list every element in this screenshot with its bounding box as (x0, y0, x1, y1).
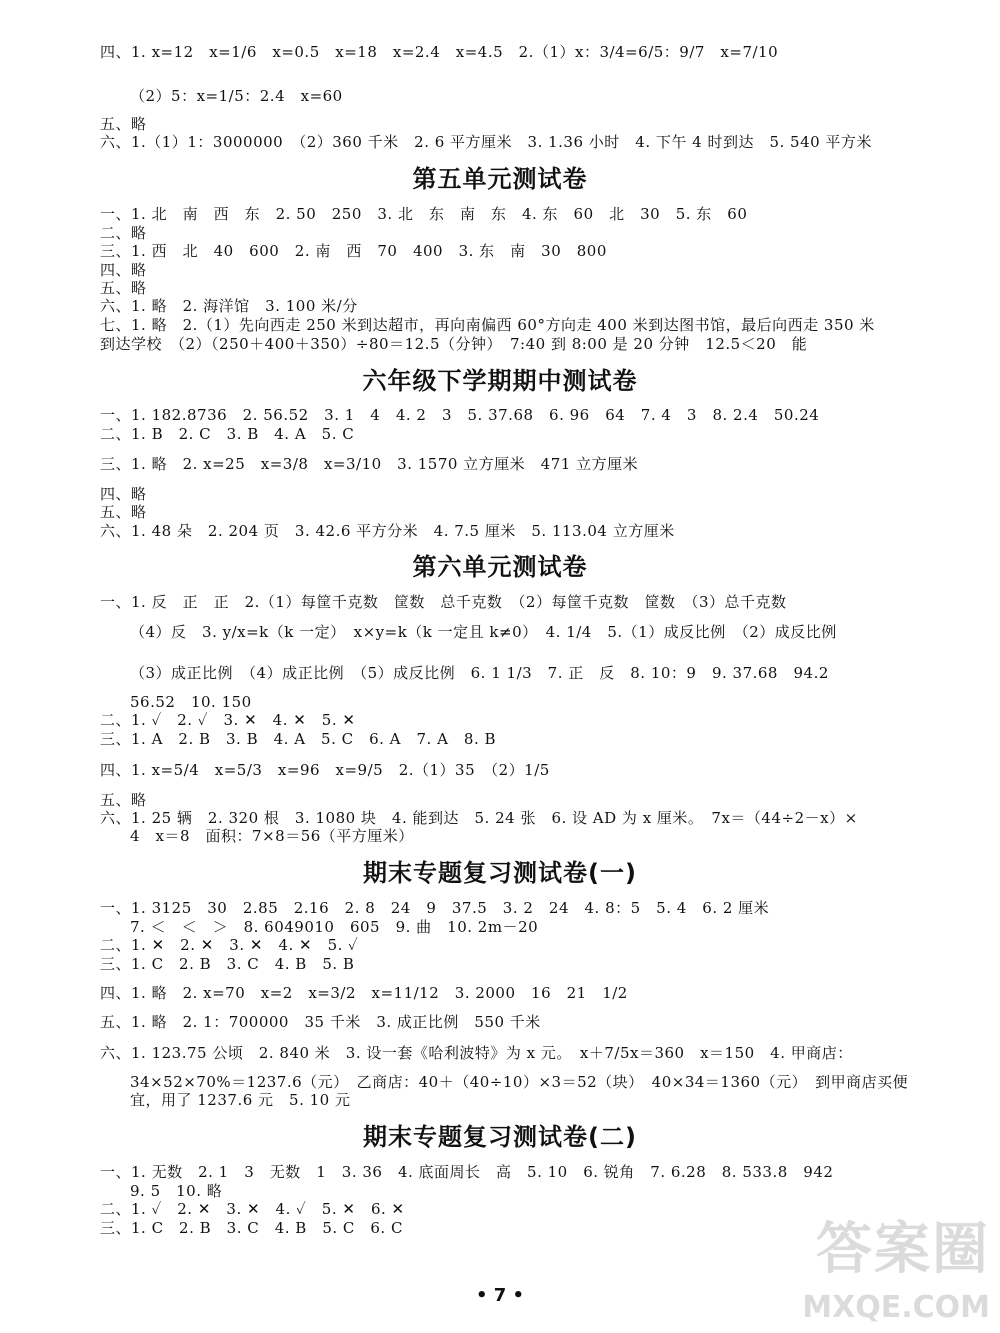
answer-line: 二、1. ✓ 2. ✕ 3. ✕ 4. ✓ 5. ✕ 6. ✕ (100, 1200, 405, 1218)
answer-line: 二、1. ✓ 2. ✓ 3. ✕ 4. ✕ 5. ✕ (100, 711, 356, 729)
answer-line: 三、1. 西 北 40 600 2. 南 西 70 400 3. 东 南 30 800 (100, 242, 607, 260)
answer-line: （2）5：x=1/5：2.4 x=60 (130, 87, 343, 105)
answer-line: 三、1. C 2. B 3. C 4. B 5. C 6. C (100, 1219, 403, 1237)
section-title: 期末专题复习测试卷(一) (363, 859, 637, 887)
answer-line: 34×52×70%＝1237.6（元） 乙商店：40＋（40÷10）×3＝52（块） 40×34＝1360（元） 到甲商店买便 (130, 1073, 909, 1091)
answer-line: 四、略 (100, 261, 147, 279)
watermark-logo (790, 1205, 990, 1325)
section-title: 期末专题复习测试卷(二) (363, 1123, 637, 1151)
answer-line: 五、略 (100, 115, 147, 133)
answer-line: 56.52 10. 150 (130, 693, 252, 711)
answer-line: 二、1. ✕ 2. ✕ 3. ✕ 4. ✕ 5. ✓ (100, 936, 359, 954)
answer-line: 一、1. 北 南 西 东 2. 50 250 3. 北 东 南 东 4. 东 60 北 30 5. 东 60 (100, 205, 748, 223)
answer-line: 五、略 (100, 279, 147, 297)
answer-line: 七、1. 略 2.（1）先向西走 250 米到达超市，再向南偏西 60°方向走 400 米到达图书馆，最后向西走 350 米 (100, 316, 875, 334)
answer-line: 到达学校 （2）（250＋400＋350）÷80＝12.5（分钟） 7:40 到 8:00 是 20 分钟 12.5＜20 能 (100, 335, 808, 353)
answer-line: （4）反 3. y/x=k（k 一定） x×y=k（k 一定且 k≠0） 4. 1/4 5.（1）成反比例 （2）成反比例 (130, 623, 837, 641)
answer-line: 二、略 (100, 224, 147, 242)
answer-line: 六、1.（1）1：3000000 （2）360 千米 2. 6 平方厘米 3. 1.36 小时 4. 下午 4 时到达 5. 540 平方米 (100, 133, 872, 151)
answer-line: （3）成正比例 （4）成正比例 （5）成反比例 6. 1 1/3 7. 正 反 8. 10：9 9. 37.68 94.2 (130, 664, 829, 682)
answer-line: 一、1. 182.8736 2. 56.52 3. 1 4 4. 2 3 5. 37.68 6. 96 64 7. 4 3 8. 2.4 50.24 (100, 406, 820, 424)
answer-line: 四、略 (100, 485, 147, 503)
answer-line: 四、1. x=12 x=1/6 x=0.5 x=18 x=2.4 x=4.5 2.（1）x：3/4=6/5：9/7 x=7/10 (100, 43, 779, 61)
page-number: • 7 • (475, 1285, 525, 1306)
answer-line: 三、1. C 2. B 3. C 4. B 5. B (100, 955, 355, 973)
answer-line: 7. ＜ ＜ ＞ 8. 6049010 605 9. 曲 10. 2m－20 (130, 918, 539, 936)
watermark-text: 答案圈 (816, 1217, 990, 1282)
watermark-url: MXQE.COM (802, 1290, 990, 1325)
answer-line: 二、1. B 2. C 3. B 4. A 5. C (100, 425, 355, 443)
answer-line: 一、1. 无数 2. 1 3 无数 1 3. 36 4. 底面周长 高 5. 10 6. 锐角 7. 6.28 8. 533.8 942 (100, 1163, 834, 1181)
answer-line: 三、1. A 2. B 3. B 4. A 5. C 6. A 7. A 8. B (100, 730, 497, 748)
answer-line: 4 x＝8 面积：7×8＝56（平方厘米） (130, 827, 414, 845)
answer-line: 五、略 (100, 503, 147, 521)
answer-line: 四、1. 略 2. x=70 x=2 x=3/2 x=11/12 3. 2000 16 21 1/2 (100, 984, 628, 1002)
answer-line: 五、略 (100, 791, 147, 809)
answer-line: 六、1. 123.75 公顷 2. 840 米 3. 设一套《哈利波特》为 x 元。 x＋7/5x＝360 x＝150 4. 甲商店： (100, 1044, 853, 1062)
section-title: 第六单元测试卷 (412, 553, 588, 581)
section-title: 第五单元测试卷 (412, 165, 588, 193)
answer-line: 五、1. 略 2. 1：700000 35 千米 3. 成正比例 550 千米 (100, 1013, 541, 1031)
answer-line: 一、1. 3125 30 2.85 2.16 2. 8 24 9 37.5 3. 2 24 4. 8：5 5. 4 6. 2 厘米 (100, 899, 770, 917)
answer-line: 9. 5 10. 略 (130, 1182, 223, 1200)
answer-line: 三、1. 略 2. x=25 x=3/8 x=3/10 3. 1570 立方厘米 471 立方厘米 (100, 455, 639, 473)
answer-line: 六、1. 略 2. 海洋馆 3. 100 米/分 (100, 297, 358, 315)
answer-line: 六、1. 25 辆 2. 320 根 3. 1080 块 4. 能到达 5. 24 张 6. 设 AD 为 x 厘米。 7x＝（44÷2－x）× (100, 809, 858, 827)
answer-line: 一、1. 反 正 正 2.（1）每筐千克数 筐数 总千克数 （2）每筐千克数 筐数 （3）总千克数 (100, 593, 787, 611)
answer-line: 六、1. 48 朵 2. 204 页 3. 42.6 平方分米 4. 7.5 厘米 5. 113.04 立方厘米 (100, 522, 675, 540)
answer-line: 四、1. x=5/4 x=5/3 x=96 x=9/5 2.（1）35 （2）1/5 (100, 761, 550, 779)
answer-line: 宜，用了 1237.6 元 5. 10 元 (130, 1091, 351, 1109)
section-title: 六年级下学期期中测试卷 (362, 367, 638, 395)
